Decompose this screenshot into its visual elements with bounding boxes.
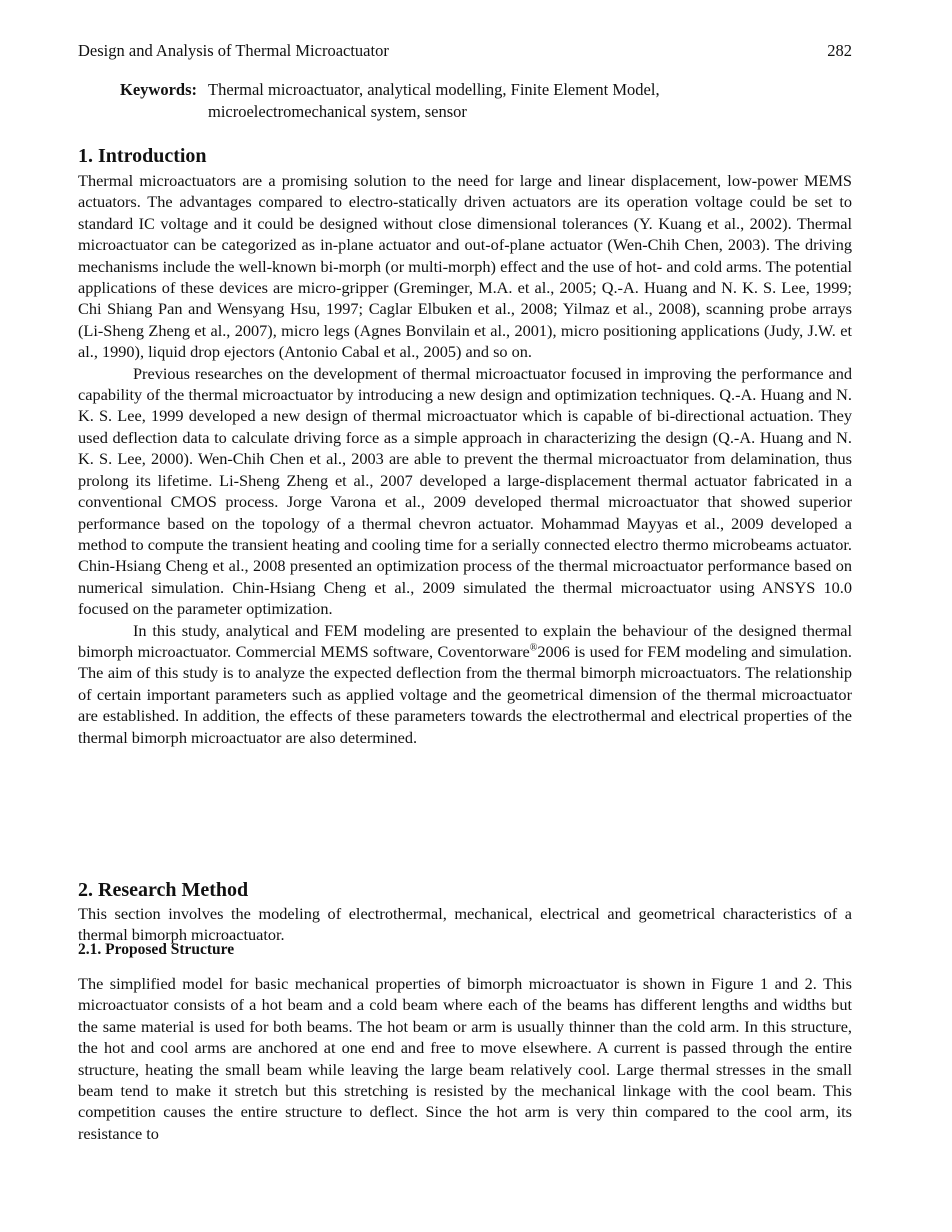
- paragraph: [78, 620, 852, 748]
- subsection-heading-proposed-structure: 2.1. Proposed Structure: [78, 941, 235, 958]
- introduction-body: [78, 170, 852, 748]
- registered-mark: ®: [529, 642, 538, 654]
- research-method-body: [78, 903, 852, 946]
- paragraph: This section involves the modeling of electrothermal, mechanical, electrical and geometrical characteristics of a thermal bimorph microactuator.: [78, 904, 852, 945]
- text: In this study, analytical and FEM modeling are presented to explain the behaviour of the designed thermal bimorph microactuator. Commercial MEMS software, Coventorware: [78, 620, 852, 661]
- keywords: [120, 79, 808, 122]
- section-heading-research-method: 2. Research Method: [78, 879, 249, 901]
- keywords-line-1: Thermal microactuator, analytical modelling, Finite Element Model,: [208, 80, 660, 99]
- running-title: Design and Analysis of Thermal Microactuator: [78, 41, 389, 60]
- text: 2006 is used for FEM modeling and simulation. The aim of this study is to analyze the expected deflection from the thermal bimorph microactuators. The relationship of certain important parameters such as applied voltage and the geometrical dimension of the thermal microactuator are established. In addition, the effects of these parameters towards the electrothermal and electrical properties of the thermal bimorph microactuator are also determined.: [78, 641, 852, 747]
- page-number: 282: [827, 41, 852, 60]
- paragraph: Thermal microactuators are a promising solution to the need for large and linear displacement, low-power MEMS actuators. The advantages compared to electro-statically driven actuators are its operation voltage could be set to standard IC voltage and it could be designed without close dimensional tolerances (Y. Kuang et al., 2002). Thermal microactuator can be categorized as in-plane actuator and out-of-plane actuator (Wen-Chih Chen, 2003). The driving mechanisms include the well-known bi-morph (or multi-morph) effect and the use of hot- and cold arms. The potential applications of these devices are micro-gripper (Greminger, M.A. et al., 2005; Q.-A. Huang and N. K. S. Lee, 1999; Chi Shiang Pan and Wensyang Hsu, 1997; Caglar Elbuken et al., 2008; Yilmaz et al., 2008), scanning probe arrays (Li-Sheng Zheng et al., 2007), micro legs (Agnes Bonvilain et al., 2001), micro positioning applications (Judy, J.W. et al., 1990), liquid drop ejectors (Antonio Cabal et al., 2005) and so on.: [78, 171, 852, 362]
- running-header: [78, 41, 852, 61]
- keywords-text: [208, 79, 660, 122]
- proposed-structure-body: [78, 973, 852, 1144]
- paragraph: The simplified model for basic mechanical properties of bimorph microactuator is shown in Figure 1 and 2. This microactuator consists of a hot beam and a cold beam where each of the beams has different lengths and widths but the same material is used for both beams. The hot beam or arm is usually thinner than the cold arm. In this structure, the hot and cool arms are anchored at one end and free to move elsewhere. A current is passed through the entire structure, heating the small beam while leaving the large beam relatively cool. Large thermal stresses in the small beam tend to make it stretch but this stretching is resisted by the mechanical linkage with the cool beam. This competition causes the entire structure to deflect. Since the hot arm is very thin compared to the cool arm, its resistance to: [78, 974, 852, 1143]
- paragraph: Previous researches on the development of thermal microactuator focused in improving the performance and capability of the thermal microactuator by introducing a new design and optimization techniques. Q.-A. Huang and N. K. S. Lee, 1999 developed a new design of thermal microactuator which is capable of bi-directional actuation. They used deflection data to calculate driving force as a simple approach in characterizing the design (Q.-A. Huang and N. K. S. Lee, 2000). Wen-Chih Chen et al., 2003 are able to prevent the thermal microactuator from delamination, thus prolong its lifetime. Li-Sheng Zheng et al., 2007 developed a large-displacement thermal actuator fabricated in a conventional CMOS process. Jorge Varona et al., 2009 developed thermal microactuator that showed superior performance based on the topology of a thermal chevron actuator. Mohammad Mayyas et al., 2009 developed a method to compute the transient heating and cooling time for a serially connected electro thermo microbeams actuator. Chin-Hsiang Cheng et al., 2008 presented an optimization process of the thermal microactuator performance based on numerical simulation. Chin-Hsiang Cheng et al., 2009 simulated the thermal microactuator using ANSYS 10.0 focused on the parameter optimization.: [78, 363, 852, 619]
- section-heading-introduction: 1. Introduction: [78, 145, 207, 167]
- keywords-line-2: microelectromechanical system, sensor: [208, 101, 467, 121]
- keywords-label: Keywords:: [120, 80, 197, 99]
